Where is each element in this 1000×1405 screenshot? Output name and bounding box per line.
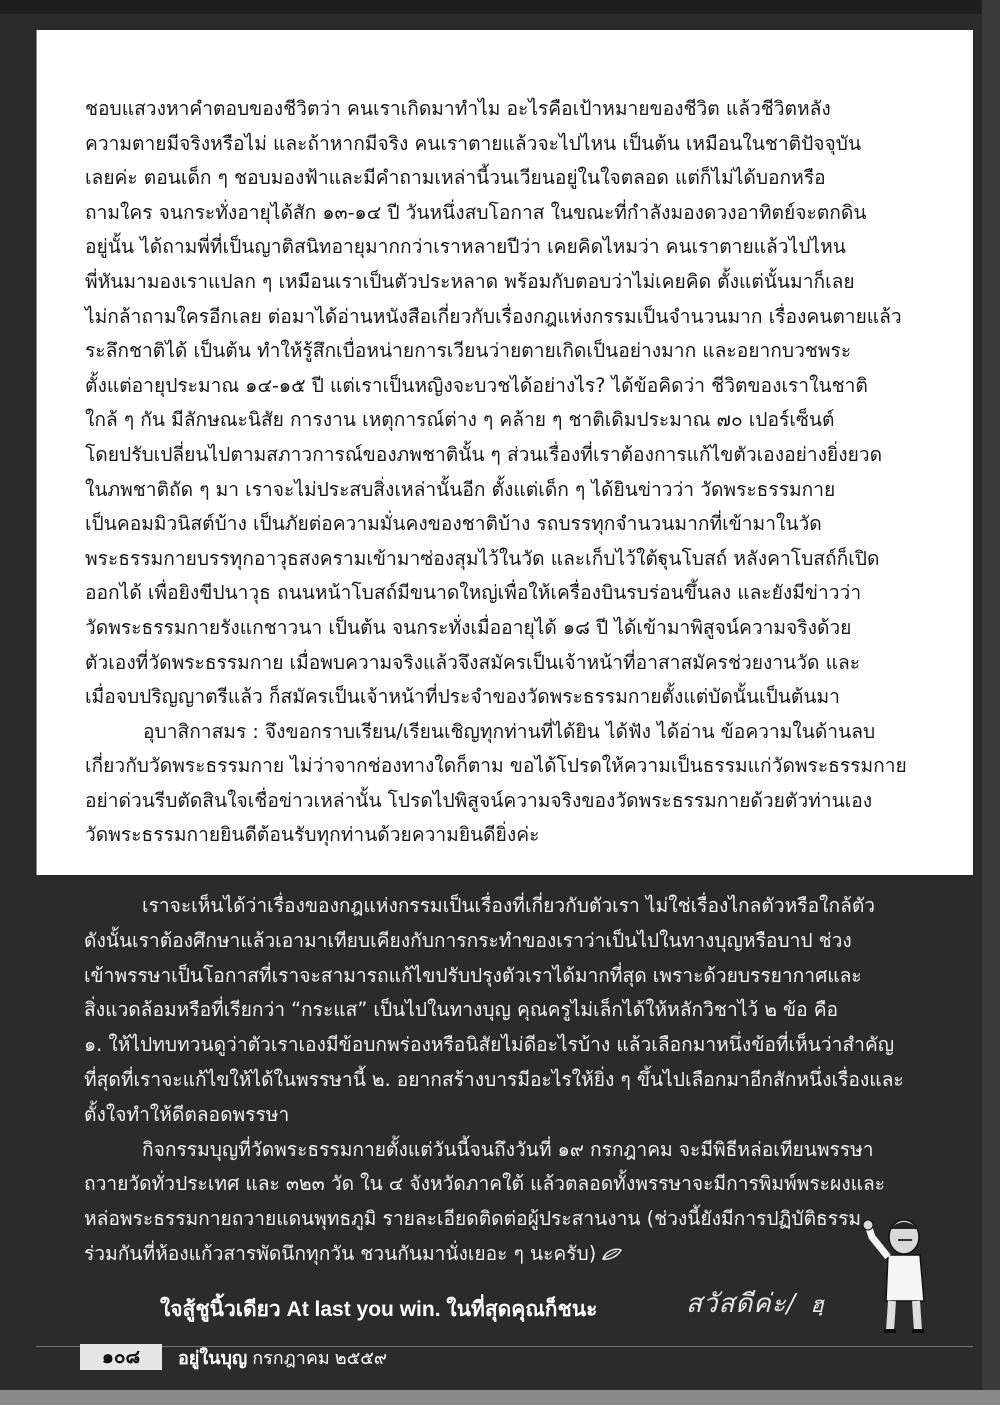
right-border — [982, 0, 1000, 1405]
testimony-paragraph: ชอบแสวงหาคำตอบของชีวิตว่า คนเราเกิดมาทำไม อะไรคือเป้าหมายของชีวิต แล้วชีวิตหลัง ความตายมีจริงหรือไม่ และถ้าหากมีจริง คนเราตายแล้วจะไปไหน เป็นต้น เหมือนในชาติปัจจุบัน เลยค่ะ ตอนเด็ก ๆ ชอบมองฟ้าและมีคำถามเหล่านี้วนเวียนอยู่ในใจตลอด แต่ก็ไม่ได้บอกหรือ ถามใคร จนกระทั่งอายุได้สัก ๑๓-๑๔ ปี วันหนึ่งสบโอกาส ในขณะที่กำลังมองดวงอาทิตย์จะตกดิน อยู่นั้น ได้ถามพี่ที่เป็นญาติสนิทอายุมากกว่าเราหลายปีว่า เคยคิดไหมว่า คนเราตายแล้วไปไหน พี่หันมามองเราแปลก ๆ เหมือนเราเป็นตัวประหลาด พร้อมกับตอบว่าไม่เคยคิด ตั้งแต่นั้นมาก็เลย ไม่กล้าถามใครอีกเลย ต่อมาได้อ่านหนังสือเกี่ยวกับเรื่องกฎแห่งกรรมเป็นจำนวนมาก เรื่องคนตายแล้ว ระลึกชาติได้ เป็นต้น ทำให้รู้สึกเบื่อหน่ายการเวียนว่ายตายเกิดเป็นอย่างมาก และอยากบวชพระ ตั้งแต่อายุประมาณ ๑๔-๑๕ ปี แต่เราเป็นหญิงจะบวชได้อย่างไร? ได้ข้อคิดว่า ชีวิตของเราในชาติ ใกล้ ๆ กัน มีลักษณะนิสัย การงาน เหตุการณ์ต่าง ๆ คล้าย ๆ ชาติเดิมประมาณ ๗๐ เปอร์เซ็นต์ โดยปรับเปลี่ยนไปตามสภาวการณ์ของภพชาตินั้น ๆ ส่วนเรื่องที่เราต้องการแก้ไขตัวเองอย่างยิ่งยวด ในภพชาติถัด ๆ มา เราจะไม่ประสบสิ่งเหล่านั้นอีก ตั้งแต่เด็ก ๆ ได้ยินข่าวว่า วัดพระธรรมกาย เป็นคอมมิวนิสต์บ้าง เป็นภัยต่อความมั่นคงของชาติบ้าง รถบรรทุกจำนวนมากที่เข้ามาในวัด พระธรรมกายบรรทุกอาวุธสงครามเข้ามาซ่องสุมไว้ในวัด และเก็บไว้ใต้ฐุนโบสถ์ หลังคาโบสถ์ก็เปิด ออกได้ เพื่อยิงขีปนาวุธ ถนนหน้าโบสถ์มีขนาดใหญ่เพื่อให้เครื่องบินรบร่อนขึ้นลง และยังมีข่าวว่า วัดพระธรรมกายรังแกชาวนา เป็นต้น จนกระทั่งเมื่ออายุได้ ๑๘ ปี ได้เข้ามาพิสูจน์ความจริงด้วย ตัวเองที่วัดพระธรรมกาย เมื่อพบความจริงแล้วจึงสมัครเป็นเจ้าหน้าที่อาสาสมัครช่วยงานวัด และ เมื่อจบปริญญาตรีแล้ว ก็สมัครเป็นเจ้าหน้าที่ประจำของวัดพระธรรมกายตั้งแต่บัดนั้นเป็นต้นมา — [85, 97, 902, 709]
closing-row — [36, 1283, 973, 1333]
bottom-bar — [0, 1390, 1000, 1405]
activity-text: กิจกรรมบุญที่วัดพระธรรมกายตั้งแต่วันนี้จนถึงวันที่ ๑๙ กรกฎาคม จะมีพิธีหล่อเทียนพรรษา ถวายวัดทั่วประเทศ และ ๓๒๓ วัด ใน ๔ จังหวัดภาคใต้ แล้วตลอดทั้งพรรษาจะมีการพิมพ์พระผงและ หล่อพระธรรมกายถวายแดนพุทธภูมิ รายละเอียดติดต่อผู้ประสานงาน (ช่วงนี้ยังมีการปฏิบัติธรรม ร่วมกันที่ห้องแก้วสารพัดนึกทุกวัน ชวนกันมานั่งเยอะ ๆ นะครับ) — [84, 1137, 886, 1265]
leaf-icon — [602, 1248, 622, 1260]
issue-date: กรกฎาคม ๒๕๕๙ — [252, 1348, 388, 1368]
editorial-paragraph: เราจะเห็นได้ว่าเรื่องของกฎแห่งกรรมเป็นเรื่องที่เกี่ยวกับตัวเรา ไม่ใช่เรื่องไกลตัวหรือใกล้ตัว ดังนั้นเราต้องศึกษาแล้วเอามาเทียบเคียงกับการกระทำของเราว่าเป็นไปในทางบุญหรือบาป ช่วง เข้าพรรษาเป็นโอกาสที่เราจะสามารถแก้ไขปรับปรุงตัวเราได้มากที่สุด เพราะด้วยบรรยากาศและ สิ่งแวดล้อมหรือที่เรียกว่า “กระแส” เป็นไปในทางบุญ คุณครูไม่เล็กได้ให้หลักวิชาไว้ ๒ ข้อ คือ ๑. ให้ไปทบทวนดูว่าตัวเราเองมีข้อบกพร่องหรือนิสัยไม่ดีอะไรบ้าง แล้วเลือกมาหนึ่งข้อที่เห็นว่าสำคัญ ที่สุดที่เราจะแก้ไขให้ได้ในพรรษานี้ ๒. อยากสร้างบารมีอะไรให้ยิ่ง ๆ ขึ้นไปเลือกมาอีกสักหนึ่งเรื่องและ ตั้งใจทำให้ดีตลอดพรรษา — [84, 894, 904, 1126]
page-number: ๑๐๘ — [80, 1344, 162, 1370]
footer-divider — [36, 1346, 973, 1347]
signature-initials: ฮฺ — [810, 1293, 825, 1318]
testimony-box — [36, 30, 973, 875]
top-frame — [0, 0, 1000, 14]
signature-text: สวัสดีค่ะ/ — [686, 1289, 797, 1319]
editorial-section — [36, 875, 973, 1290]
editorial-activity-paragraph — [84, 1133, 925, 1272]
testimony-appeal-paragraph: อุบาสิกาสมร : จึงขอกราบเรียน/เรียนเชิญทุกท่านที่ได้ยิน ได้ฟัง ได้อ่าน ข้อความในด้านลบ เกี่ยวกับวัดพระธรรมกาย ไม่ว่าจากช่องทางใดก็ตาม ขอได้โปรดให้ความเป็นธรรมแก่วัดพระธรรมกาย อย่าด่วนรีบตัดสินใจเชื่อข่าวเหล่านั้น โปรดไปพิสูจน์ความจริงของวัดพระธรรมกายด้วยตัวท่านเอง วัดพระธรรมกายยินดีต้อนรับทุกท่านด้วยความยินดียิ่งค่ะ — [85, 719, 907, 847]
signature — [686, 1283, 825, 1324]
slogan: ใจสู้ชูนิ้วเดียว At last you win. ในที่สุดคุณก็ชนะ — [160, 1298, 598, 1321]
magazine-title: อยู่ในบุญ — [178, 1348, 248, 1368]
footer-caption — [178, 1345, 387, 1371]
